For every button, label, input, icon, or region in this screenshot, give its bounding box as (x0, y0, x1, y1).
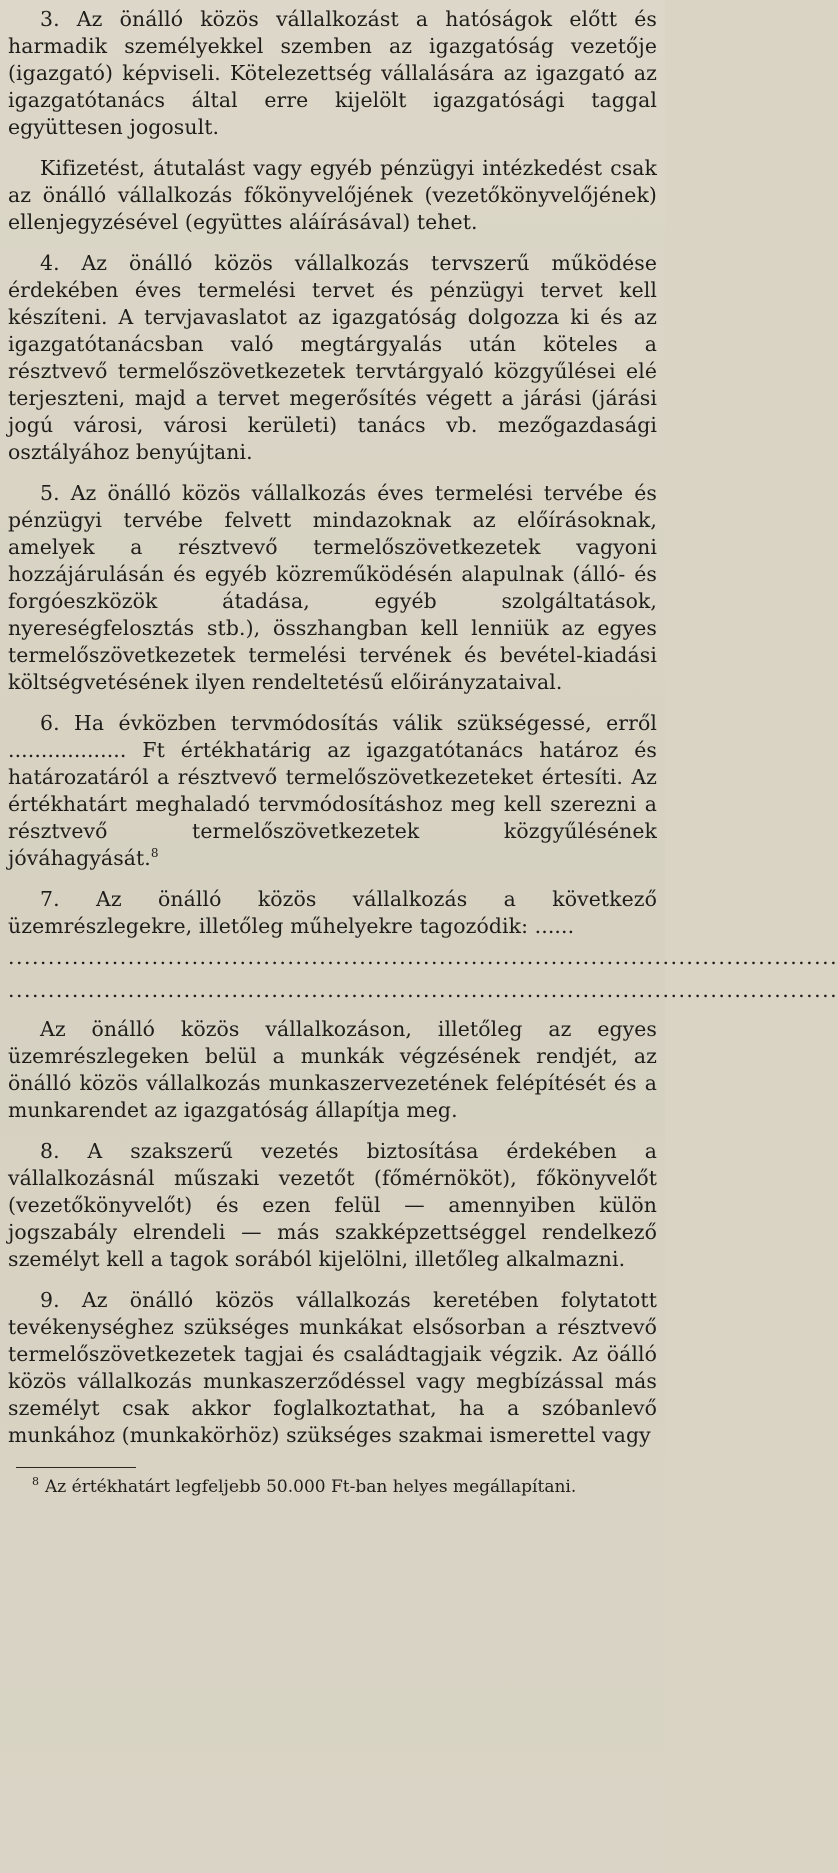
blank-line-2: ........................................................................................................ (8, 978, 838, 1002)
paragraph-3: 3. Az önálló közös vállalkozást a hatóságok előtt és harmadik személyekkel szemben az igazgatóság vezetője (igazgató) képviseli. Kötelezettség vállalására az igazgató az igazgatótanács által erre kijelölt igazgatósági taggal együttesen jogosult. (8, 7, 657, 139)
paragraph-9: 9. Az önálló közös vállalkozás keretében folytatott tevékenységhez szükséges munkákat elsősorban a résztvevő termelőszövetkezetek tagjai és családtagjaik végzik. Az öálló közös vállalkozás munkaszerződéssel vagy megbízással más személyt csak akkor foglalkoztathat, ha a szóbanlevő munkához (munkakörhöz) szükséges szakmai ismerettel vagy (8, 1288, 657, 1447)
footnote (8, 1476, 657, 1499)
paragraph-3-payment: Kifizetést, átutalást vagy egyéb pénzügyi intézkedést csak az önálló vállalkozás főkönyvelőjének (vezetőkönyvelőjének) ellenjegyzésével (együttes aláírásával) tehet. (8, 156, 657, 234)
footnote-mark: 8 (32, 1475, 39, 1489)
paragraph-8: 8. A szakszerű vezetés biztosítása érdekében a vállalkozásnál műszaki vezetőt (főmérnököt), főkönyvelőt (vezetőkönyvelőt) és ezen felül — amennyiben külön jogszabály elrendeli — más szakképzettséggel rendelkező személyt kell a tagok sorából kijelölni, illetőleg alkalmazni. (8, 1139, 657, 1271)
paragraph-5: 5. Az önálló közös vállalkozás éves termelési tervébe és pénzügyi tervébe felvett mindazoknak az előírásoknak, amelyek a résztvevő termelőszövetkezetek vagyoni hozzájárulásán és egyéb közreműködésén alapulnak (álló- és forgóeszközök átadása, egyéb szolgáltatások, nyereségfelosztás stb.), összhangban kell lenniük az egyes termelőszövetkezetek termelési tervének és bevétel-kiadási költségvetésének ilyen rendeltetésű előirányzataival. (8, 481, 657, 694)
paragraph-7-organisation: Az önálló közös vállalkozáson, illetőleg az egyes üzemrészlegeken belül a munkák végzésének rendjét, az önálló közös vállalkozás munkaszervezetének felépítését és a munkarendet az igazgatóság állapítja meg. (8, 1017, 657, 1122)
paragraph-7: 7. Az önálló közös vállalkozás a következő üzemrészlegekre, illetőleg műhelyekre tagozódik: ...... (8, 887, 657, 938)
footnote-divider (16, 1467, 136, 1468)
paragraph-6 (8, 710, 657, 872)
blank-line-1: ........................................................................................................ (8, 945, 838, 969)
paragraph-4: 4. Az önálló közös vállalkozás tervszerű működése érdekében éves termelési tervet és pénzügyi tervet kell készíteni. A tervjavaslatot az igazgatóság dolgozza ki és az igazgatótanácsban való megtárgyalás után köteles a résztvevő termelőszövetkezetek tervtárgyaló közgyűlései elé terjeszteni, majd a tervet megerősítés végett a járási (járási jogú városi, városi kerületi) tanács vb. mezőgazdasági osztályához benyújtani. (8, 251, 657, 464)
paragraph-6-start: 6. Ha évközben tervmódosítás válik szükségessé, erről (40, 711, 657, 735)
amount-blank: .................. (8, 738, 127, 762)
footnote-reference: 8 (150, 846, 159, 861)
paragraph-6-end: Ft értékhatárig az igazgatótanács határoz és határozatáról a résztvevő termelőszövetkezeteket értesíti. Az értékhatárt meghaladó tervmódosításhoz meg kell szerezni a résztvevő termelőszövetkezetek közgyűlésének jóváhagyását. (8, 738, 657, 870)
footnote-text: Az értékhatárt legfeljebb 50.000 Ft-ban helyes megállapítani. (45, 1477, 577, 1497)
